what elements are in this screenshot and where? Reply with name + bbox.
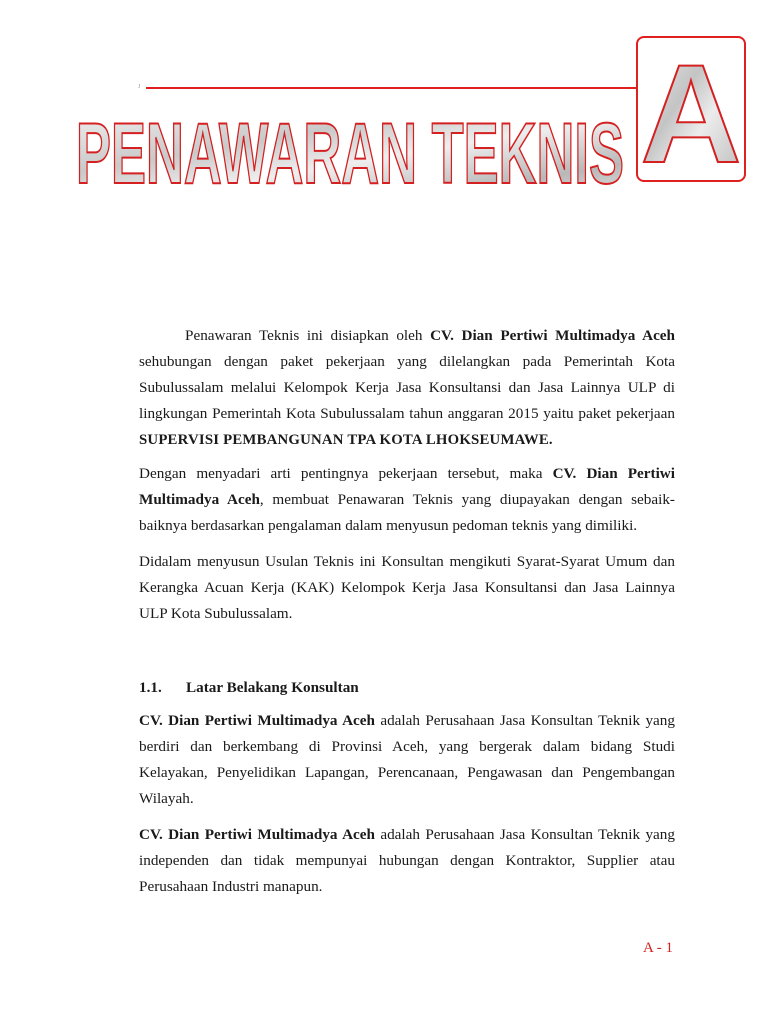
section-heading [139, 679, 359, 697]
section-letter-box [636, 36, 746, 182]
section-letter: A [640, 38, 742, 180]
page-number: A - 1 [643, 940, 673, 956]
section-paragraph-1: CV. Dian Pertiwi Multimadya Aceh adalah Perusahaan Jasa Konsultan Teknik yang berdiri dan berkembang di Provinsi Aceh, yang bergerak dalam bidang Studi Kelayakan, Penyelidikan Lapangan, Perencanaan, Pengawasan dan Pengembangan Wilayah. [139, 712, 675, 807]
header-rule [146, 87, 638, 89]
intro-paragraph-1: Penawaran Teknis ini disiapkan oleh CV. Dian Pertiwi Multimadya Aceh sehubungan dengan paket pekerjaan yang dilelangkan pada Pemerintah Kota Subulussalam melalui Kelompok Kerja Jasa Konsultansi dan Jasa Lainnya ULP di lingkungan Pemerintah Kota Subulussalam tahun anggaran 2015 yaitu paket pekerjaan SUPERVISI PEMBANGUNAN TPA KOTA LHOKSEUMAWE. [139, 327, 675, 448]
document-title [70, 108, 630, 188]
company-name: CV. Dian Pertiwi Multimadya Aceh [430, 327, 675, 344]
company-name: CV. Dian Pertiwi Multimadya Aceh [139, 826, 375, 843]
intro-paragraph-3: Didalam menyusun Usulan Teknis ini Konsultan mengikuti Syarat-Syarat Umum dan Kerangka Acuan Kerja (KAK) Kelompok Kerja Jasa Konsultansi dan Jasa Lainnya ULP Kota Subulussalam. [139, 553, 675, 622]
project-name: SUPERVISI PEMBANGUNAN TPA KOTA LHOKSEUMAWE. [139, 432, 553, 448]
section-number: 1.1. [139, 679, 162, 696]
section-title: Latar Belakang Konsultan [186, 679, 359, 696]
title-text: PENAWARAN TEKNIS [76, 108, 624, 188]
section-paragraph-2: CV. Dian Pertiwi Multimadya Aceh adalah Perusahaan Jasa Konsultan Teknik yang independen dan tidak mempunyai hubungan dengan Kontraktor, Supplier atau Perusahaan Industri manapun. [139, 826, 675, 895]
company-name: CV. Dian Pertiwi Multimadya Aceh [139, 465, 675, 508]
header-mark: J [138, 84, 141, 90]
intro-paragraph-2: Dengan menyadari arti pentingnya pekerjaan tersebut, maka CV. Dian Pertiwi Multimadya Aceh, membuat Penawaran Teknis yang diupayakan dengan sebaik-baiknya berdasarkan pengalaman dalam menyusun pedoman teknis yang dimiliki. [139, 465, 675, 534]
company-name: CV. Dian Pertiwi Multimadya Aceh [139, 712, 375, 729]
